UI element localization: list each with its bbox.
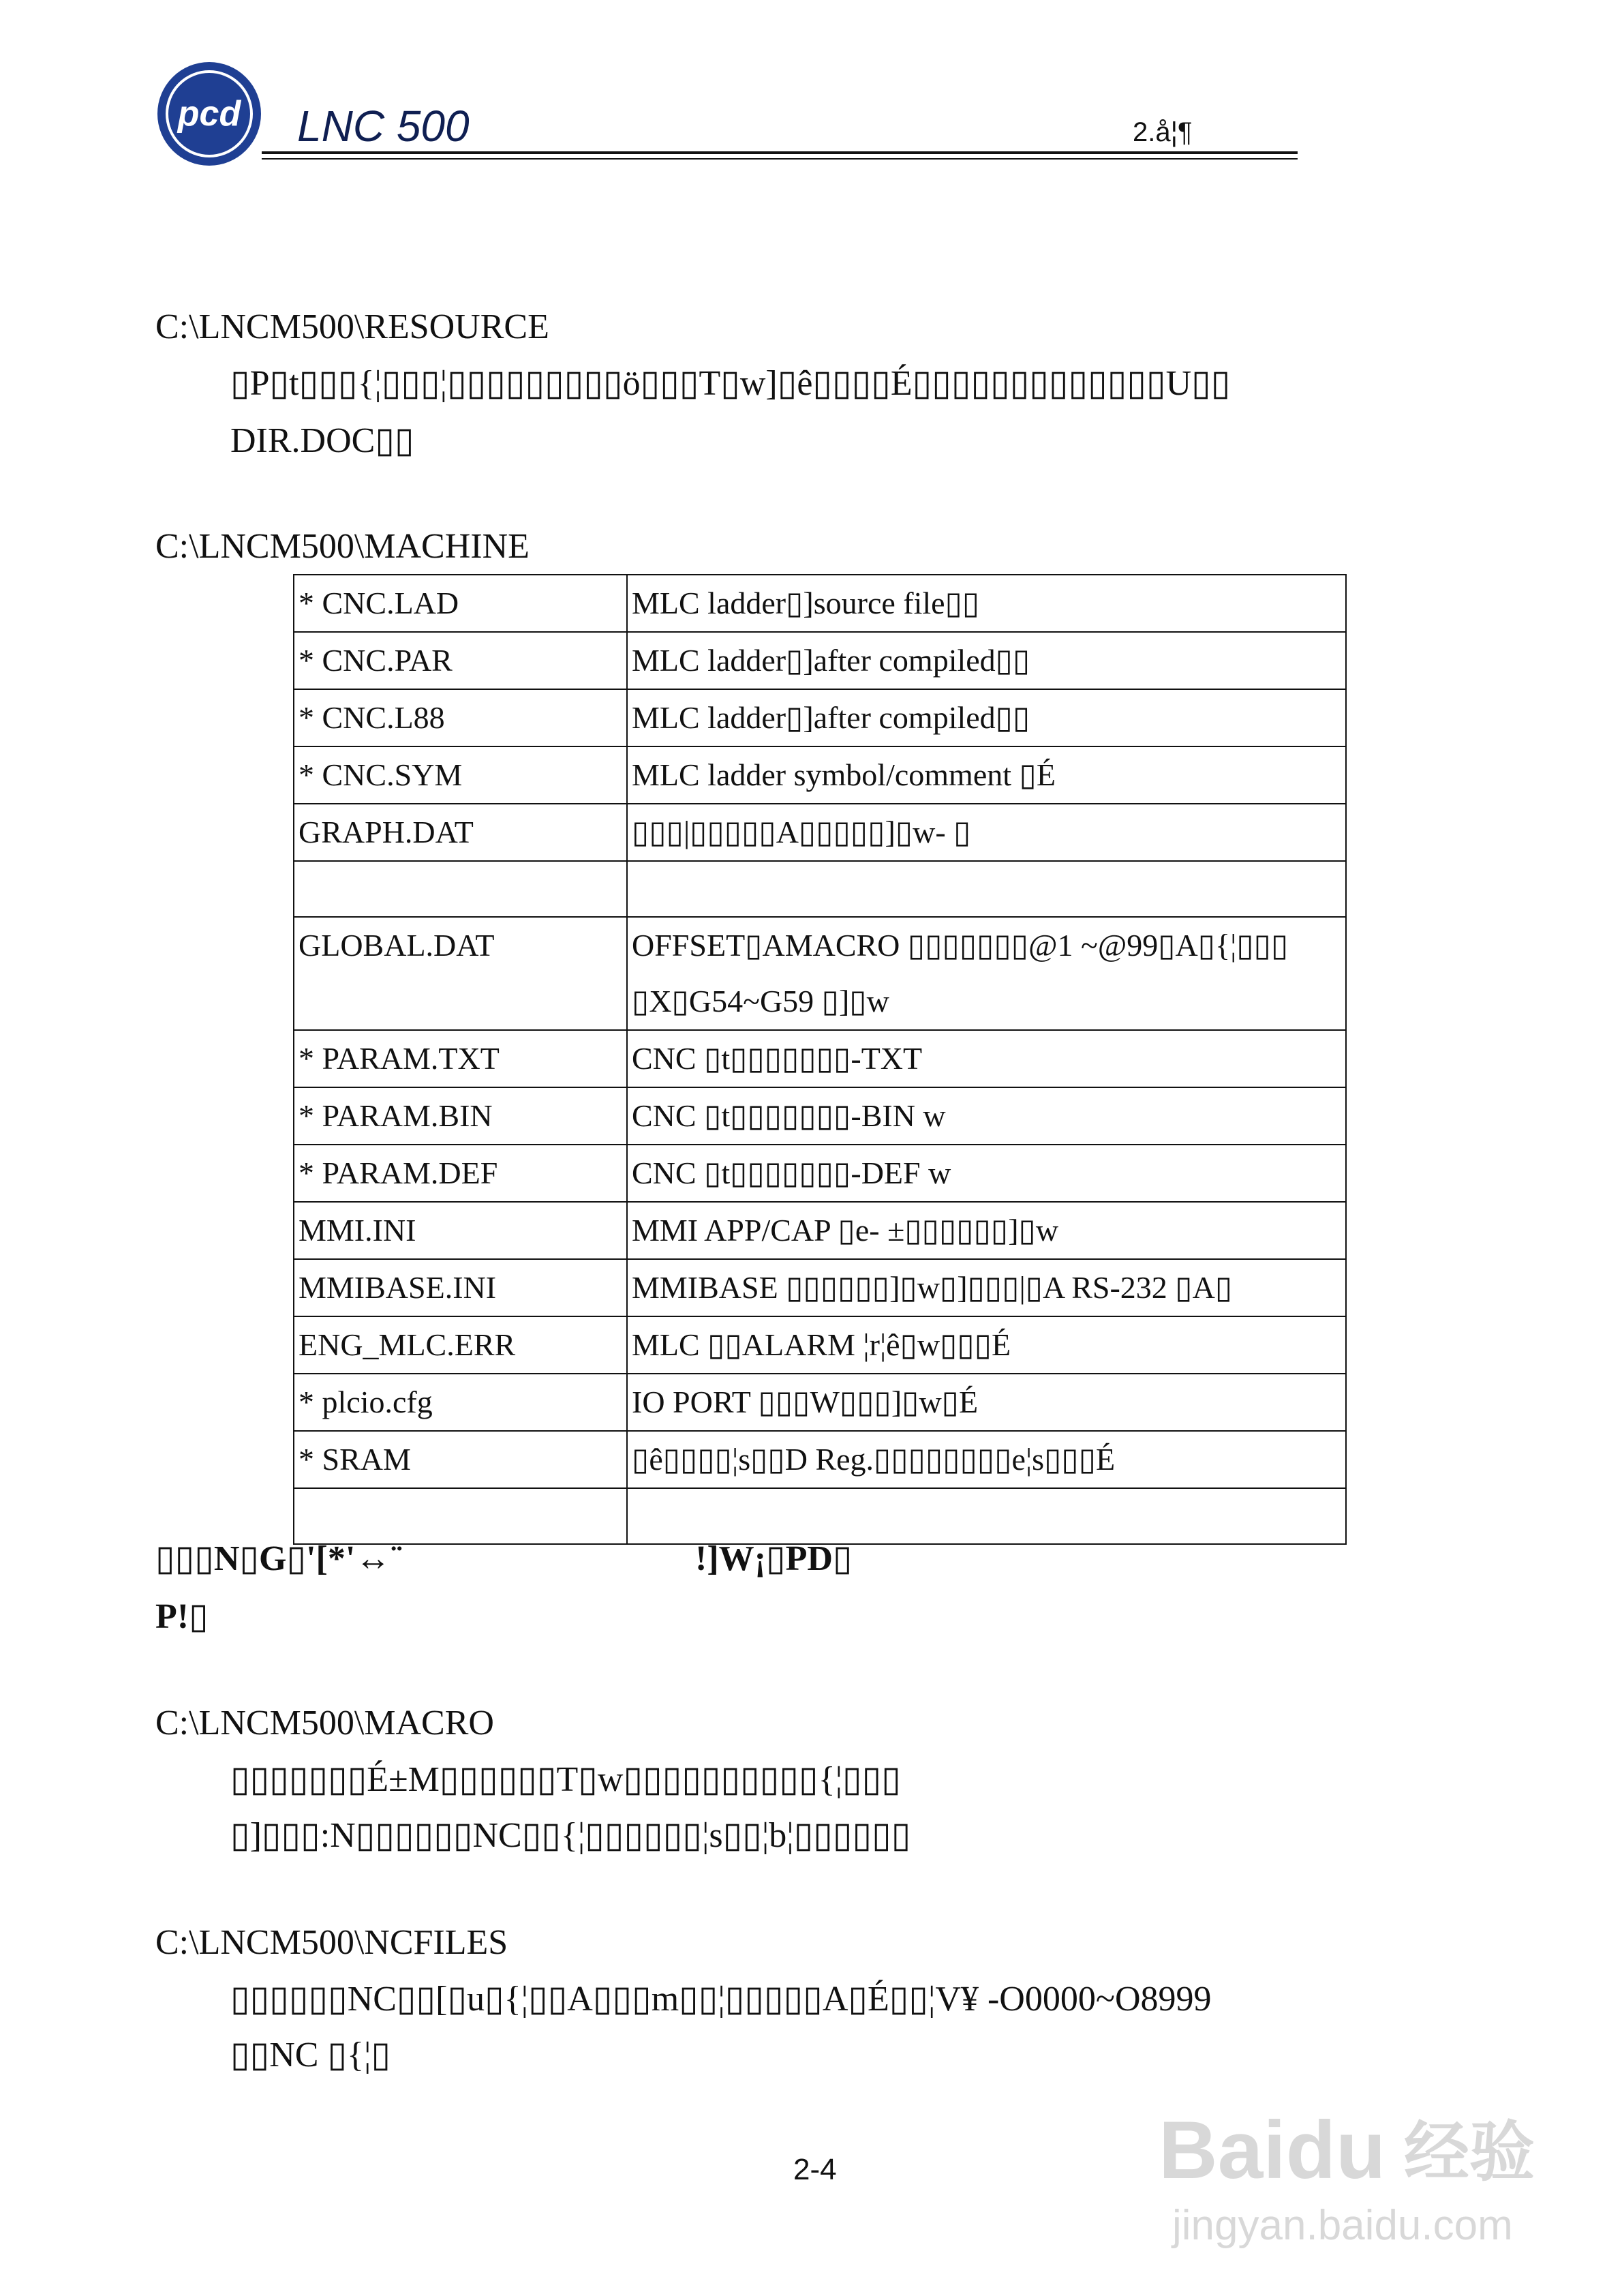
table-row	[294, 575, 1346, 632]
header-rule	[262, 151, 1298, 154]
header-rule-thin	[262, 158, 1298, 160]
table-row-empty	[294, 1488, 1346, 1544]
file-description-cell	[627, 861, 1346, 917]
file-name-cell: * CNC.LAD	[294, 575, 627, 632]
watermark-cn: 经验	[1404, 2114, 1535, 2190]
file-name-cell: * plcio.cfg	[294, 1374, 627, 1431]
table-row	[294, 804, 1346, 861]
baidu-jingyan-watermark	[1159, 2096, 1561, 2253]
ncfiles-description-line1: ▯▯▯▯▯▯NC▯▯[▯u▯{¦▯▯A▯▯▯m▯▯¦▯▯▯▯▯A▯É▯▯¦V¥ -O0000~O8999	[230, 1980, 1212, 2019]
macro-description-line1: ▯▯▯▯▯▯▯É±M▯▯▯▯▯▯T▯w▯▯▯▯▯▯▯▯▯▯{¦▯▯▯	[230, 1760, 901, 1799]
file-description-cell: MLC ladder▯]after compiled▯▯	[627, 689, 1346, 746]
file-description-cell: CNC ▯t▯▯▯▯▯▯▯-TXT	[627, 1030, 1346, 1087]
file-description-cell: MLC ▯▯ALARM ¦r¦ê▯w▯▯▯É	[627, 1316, 1346, 1374]
file-name-cell: * CNC.L88	[294, 689, 627, 746]
table-row	[294, 1259, 1346, 1316]
file-name-cell: MMI.INI	[294, 1202, 627, 1259]
company-logo	[155, 60, 263, 168]
file-description-cell: MLC ladder symbol/comment ▯É	[627, 746, 1346, 804]
file-name-cell: * SRAM	[294, 1431, 627, 1488]
file-description-line1: OFFSET▯AMACRO ▯▯▯▯▯▯▯@1 ~@99▯A▯{¦▯▯▯	[632, 928, 1289, 963]
section-label: 2.å¦¶	[1133, 117, 1193, 147]
table-row	[294, 1374, 1346, 1431]
macro-path-heading: C:\LNCM500\MACRO	[155, 1704, 494, 1742]
file-name-cell: GLOBAL.DAT	[294, 917, 627, 1030]
table-row	[294, 689, 1346, 746]
file-description-cell: MMI APP/CAP ▯e- ±▯▯▯▯▯▯]▯w	[627, 1202, 1346, 1259]
file-description-cell: ▯ê▯▯▯▯¦s▯▯D Reg.▯▯▯▯▯▯▯▯e¦s▯▯▯É	[627, 1431, 1346, 1488]
file-description-cell: MMIBASE ▯▯▯▯▯▯]▯w▯]▯▯▯|▯A RS-232 ▯A▯	[627, 1259, 1346, 1316]
page-number: 2-4	[793, 2153, 837, 2186]
file-description-cell: MLC ladder▯]after compiled▯▯	[627, 632, 1346, 689]
file-name-cell: ENG_MLC.ERR	[294, 1316, 627, 1374]
table-row	[294, 1316, 1346, 1374]
file-description-cell: CNC ▯t▯▯▯▯▯▯▯-BIN w	[627, 1087, 1346, 1145]
resource-path-heading: C:\LNCM500\RESOURCE	[155, 307, 549, 346]
file-name-cell: * PARAM.BIN	[294, 1087, 627, 1145]
machine-note-line2: P!▯	[155, 1597, 209, 1636]
table-row-empty	[294, 861, 1346, 917]
resource-description-line1: ▯P▯t▯▯▯{¦▯▯▯¦▯▯▯▯▯▯▯▯▯ö▯▯▯T▯w]▯ê▯▯▯▯É▯▯▯▯▯▯▯▯▯▯▯▯▯U▯▯	[230, 364, 1231, 403]
table-row	[294, 1030, 1346, 1087]
document-title: LNC 500	[297, 102, 470, 151]
file-description-cell: ▯▯▯|▯▯▯▯▯A▯▯▯▯▯]▯w- ▯	[627, 804, 1346, 861]
resource-description-line2: DIR.DOC▯▯	[230, 421, 414, 460]
file-name-cell	[294, 1488, 627, 1544]
file-description-cell	[627, 917, 1346, 1030]
table-row	[294, 1145, 1346, 1202]
watermark-url: jingyan.baidu.com	[1172, 2202, 1513, 2249]
file-description-cell: CNC ▯t▯▯▯▯▯▯▯-DEF w	[627, 1145, 1346, 1202]
table-row	[294, 917, 1346, 1030]
file-description-cell: IO PORT ▯▯▯W▯▯▯]▯w▯É	[627, 1374, 1346, 1431]
table-row	[294, 1087, 1346, 1145]
file-name-cell: * CNC.SYM	[294, 746, 627, 804]
machine-path-heading: C:\LNCM500\MACHINE	[155, 527, 530, 566]
table-row	[294, 1202, 1346, 1259]
macro-description-line2: ▯]▯▯▯:N▯▯▯▯▯▯NC▯▯{¦▯▯▯▯▯▯¦s▯▯¦b¦▯▯▯▯▯▯	[230, 1816, 911, 1855]
table-row	[294, 746, 1346, 804]
table-row	[294, 1431, 1346, 1488]
file-name-cell	[294, 861, 627, 917]
file-description-cell	[627, 1488, 1346, 1544]
file-name-cell: GRAPH.DAT	[294, 804, 627, 861]
watermark-brand: Baidu	[1159, 2104, 1386, 2196]
file-name-cell: * PARAM.DEF	[294, 1145, 627, 1202]
machine-note-line1-start: ▯▯▯N▯G▯'[*'↔¨	[155, 1539, 403, 1578]
file-name-cell: MMIBASE.INI	[294, 1259, 627, 1316]
table-row	[294, 632, 1346, 689]
machine-note-line1-end: !]W¡▯PD▯	[695, 1539, 853, 1578]
ncfiles-description-line2: ▯▯NC ▯{¦▯	[230, 2036, 391, 2074]
logo-text: pcd	[177, 94, 241, 134]
file-name-cell: * PARAM.TXT	[294, 1030, 627, 1087]
file-description-cell: MLC ladder▯]source file▯▯	[627, 575, 1346, 632]
file-name-cell: * CNC.PAR	[294, 632, 627, 689]
machine-files-table	[293, 574, 1347, 1545]
ncfiles-path-heading: C:\LNCM500\NCFILES	[155, 1923, 508, 1962]
file-description-line2: ▯X▯G54~G59 ▯]▯w	[632, 984, 889, 1018]
